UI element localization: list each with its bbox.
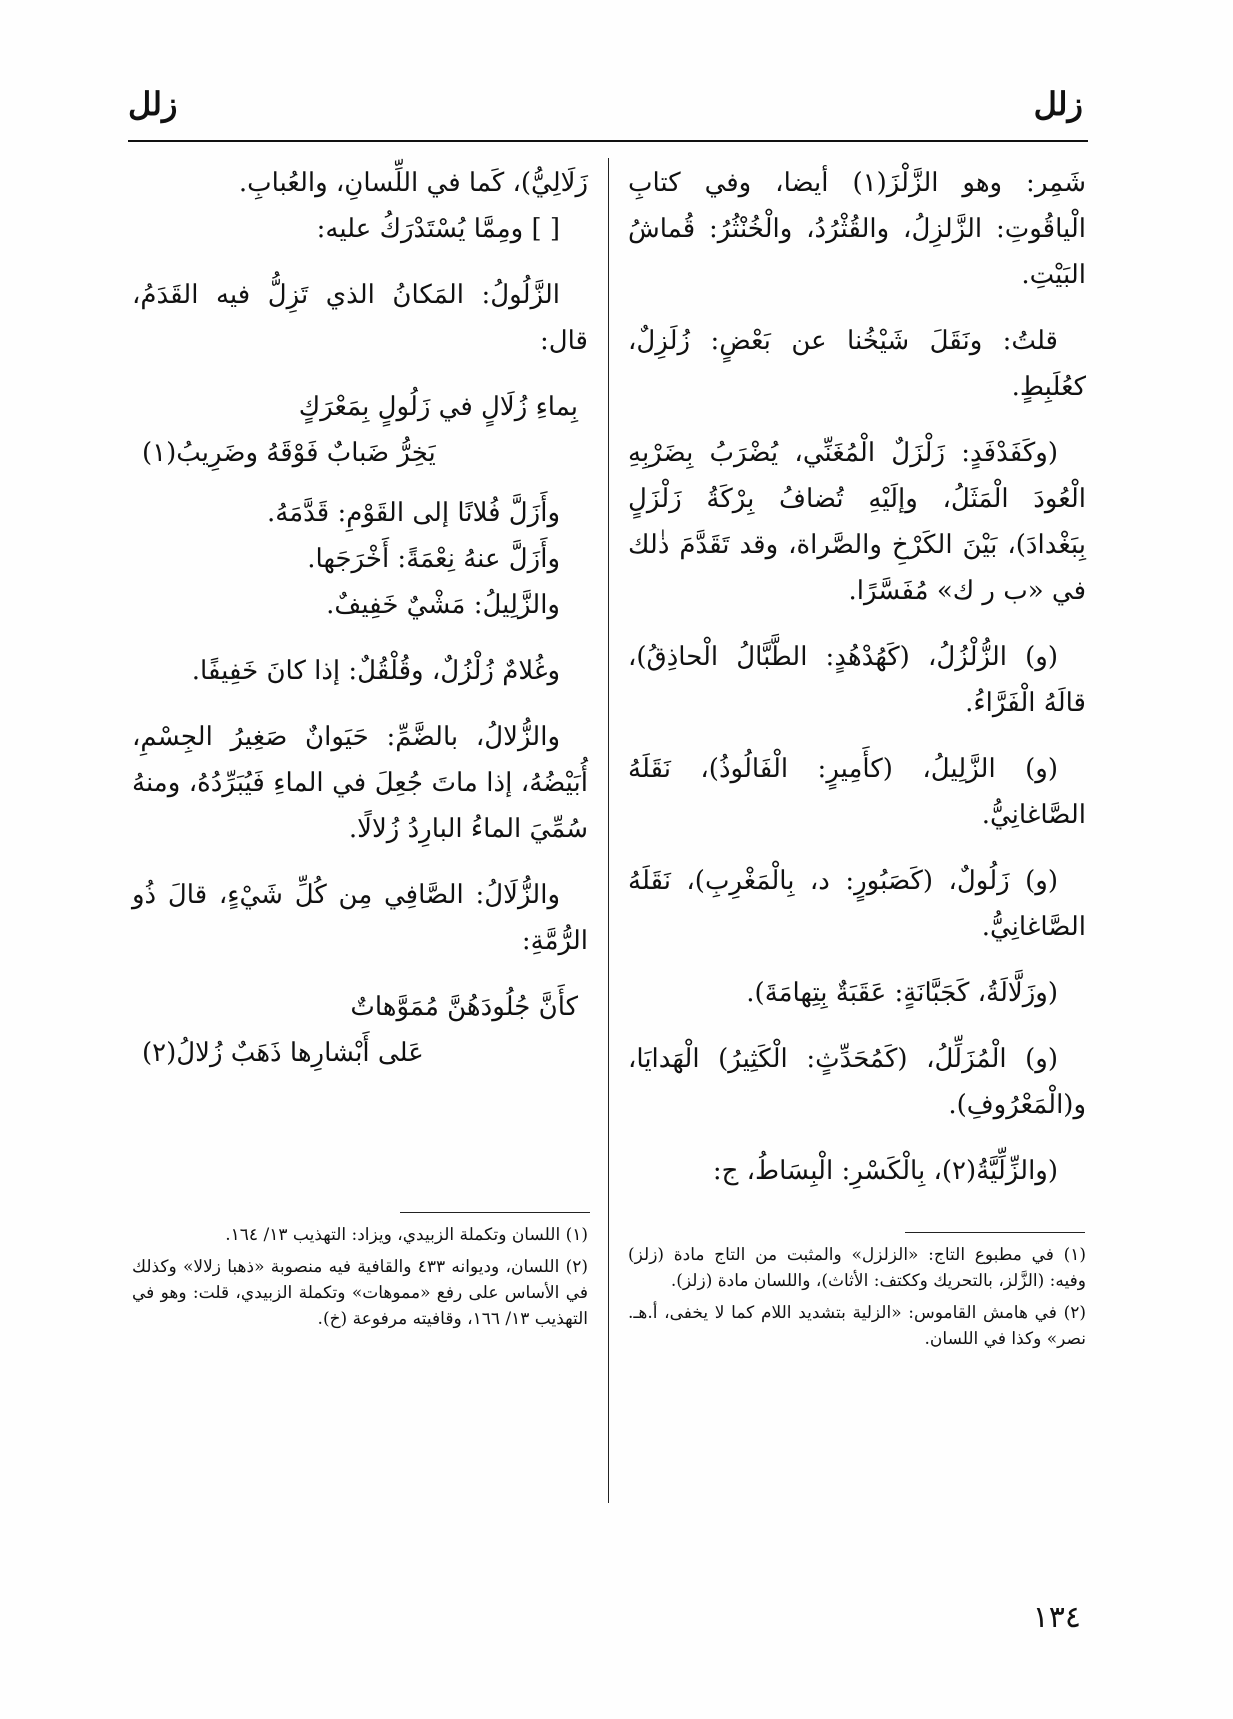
entry-paragraph: (و) الزُّلْزُلُ، (كَهُدْهُدٍ: الطَّبَّالُ الْحاذِقُ)، قالَهُ الْفَرَّاءُ. [628,642,1086,718]
entry-paragraph: (و) الْمُزَلِّلُ، (كَمُحَدِّثٍ: الْكَثِيرُ) الْهَدايَا، و(الْمَعْرُوفِ). [628,1044,1086,1120]
poem-hemistich: عَلى أَبْشارِها ذَهَبٌ زُلالُ(٢) [142,1038,424,1068]
footnote: (١) اللسان وتكملة الزبيدي، ويزاد: التهذيب ١٣/ ١٦٤. [225,1225,588,1245]
footnotes-left [132,1222,588,1338]
poem-hemistich: يَخِرُّ ضَبابٌ فَوْقَهُ وضَرِيبُ(١) [142,438,436,468]
header-rule [128,140,1088,142]
left-column [132,160,588,1090]
running-header-left: زلل [128,85,178,123]
entry-paragraph: (و) الزَّلِيلُ، (كأَمِيرٍ: الْفَالُوذُ)، نَقَلَهُ الصَّاغانِيُّ. [628,754,1086,830]
poem-hemistich: كأَنَّ جُلُودَهُنَّ مُمَوَّهاتٌ [350,992,578,1022]
entry-paragraph: [ ] ومِمَّا يُسْتَدْرَكُ عليه: [316,214,560,244]
entry-paragraph: والزَّلِيلُ: مَشْيٌ خَفِيفٌ. [326,590,560,620]
entry-paragraph: قلتُ: ونَقَلَ شَيْخُنا عن بَعْضٍ: زُلَزِلٌ، كعُلَبِطٍ. [628,326,1086,402]
footnote-rule-left [400,1212,590,1213]
right-column [628,160,1086,1194]
entry-paragraph: وغُلامٌ زُلْزُلٌ، وقُلْقُلٌ: إذا كانَ خَفِيفًا. [191,656,560,686]
footnote: (١) في مطبوع التاج: «الزلزل» والمثبت من التاج مادة (زلز) وفيه: (الزَّلز، بالتحريك وككتف: الأثاث)، واللسان مادة (زلز). [628,1245,1086,1291]
poem-hemistich: بِماءِ زُلَالٍ في زَلُولٍ بِمَعْرَكٍ [298,392,578,422]
page-number: ١٣٤ [1032,1600,1081,1635]
entry-paragraph: (و) زَلُولٌ، (كَصَبُورٍ: د، بِالْمَغْرِبِ)، نَقَلَهُ الصَّاغانِيُّ. [628,866,1086,942]
entry-paragraph: والزُّلالُ، بالضَّمِّ: حَيَوانٌ صَغِيرُ الجِسْمِ، أُبَيْضُهُ، إذا ماتَ جُعِلَ في الماءِ فَيُبَرِّدُهُ، ومنهُ سُمِّيَ الماءُ البارِدُ زُلالًا. [132,722,588,844]
entry-paragraph: وأَزَلَّ عنهُ نِعْمَةً: أَخْرَجَها. [307,544,560,574]
footnote-rule-right [905,1232,1085,1233]
entry-paragraph: (وزَلَّالَةُ، كَجَبَّانَةٍ: عَقَبَةٌ بِتِهامَةَ). [746,978,1058,1008]
entry-paragraph: شَمِر: وهو الزَّلْزَ(١) أيضا، وفي كتابِ الْياقُوتِ: الزَّلزِلُ، والقُثْرُدُ، والْخُنْثُرُ: قُماشُ البَيْتِ. [628,168,1086,290]
poem-verse [132,384,588,476]
entry-paragraph: (وكَفَدْفَدٍ: زَلْزَلٌ الْمُغَنِّي، يُضْرَبُ بِضَرْبِهِ الْعُودَ الْمَثَلُ، وإلَيْهِ تُضافُ بِرْكَةُ زَلْزَلٍ بِبَغْدادَ)، بَيْنَ الكَرْخِ والصَّراة، وقد تَقَدَّمَ ذٰلك في «ب ر ك» مُفَسَّرًا. [628,438,1086,606]
entry-paragraph: الزَّلُولُ: المَكانُ الذي تَزِلُّ فيه القَدَمُ، قال: [132,280,588,356]
footnote: (٢) في هامش القاموس: «الزلية بتشديد اللام كما لا يخفى، أ.هـ. نصر» وكذا في اللسان. [628,1303,1086,1349]
footnotes-right [628,1242,1086,1358]
entry-paragraph: زَلَالِيُّ)، كَما في اللِّسانِ، والعُبابِ. [238,168,588,198]
footnote: (٢) اللسان، وديوانه ٤٣٣ والقافية فيه منصوبة «ذهبا زلالا» وكذلك في الأساس على رفع «مموهات» وتكملة الزبيدي، قلت: وهو في التهذيب ١٣/ ١٦٦، وقافيته مرفوعة (خ). [132,1257,588,1329]
poem-verse [132,984,588,1076]
column-divider [608,158,609,1503]
running-header-right: زلل [1033,85,1083,123]
entry-paragraph: وأَزَلَّ فُلانًا إلى القَوْمِ: قَدَّمَهُ. [267,498,560,528]
entry-paragraph: والزُّلَالُ: الصَّافِي مِن كُلِّ شَيْءٍ، قالَ ذُو الرُّمَّةِ: [132,880,588,956]
entry-paragraph: (والزِّلِّيَّةُ(٢)، بِالْكَسْرِ: الْبِسَاطُ، ج: [712,1156,1058,1186]
